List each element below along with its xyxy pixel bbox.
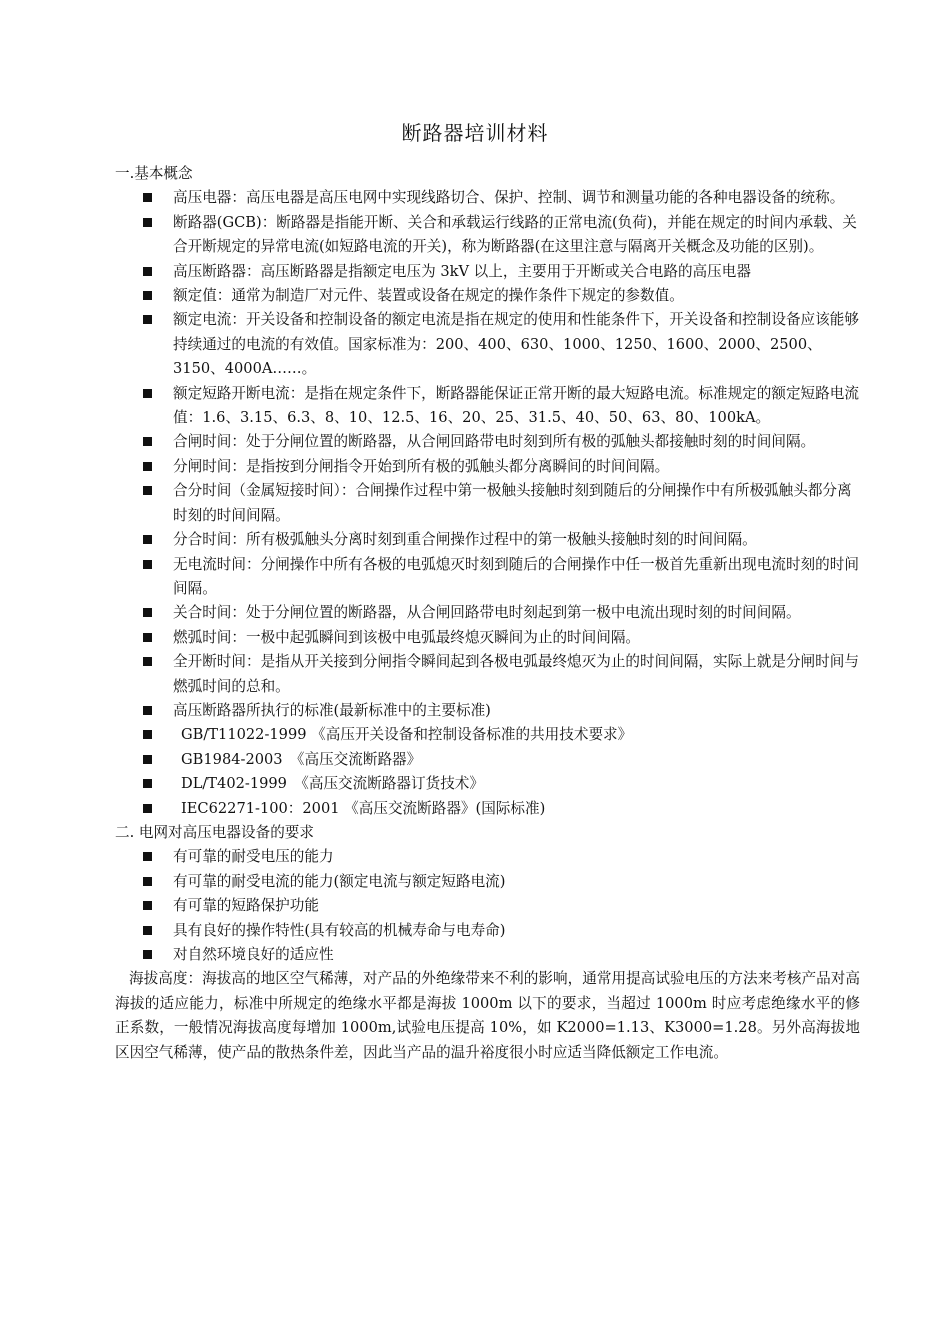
altitude-paragraph: 海拔高度：海拔高的地区空气稀薄，对产品的外绝缘带来不利的影响，通常用提高试验电压的方法来考核产品对高海拔的适应能力，标准中所规定的绝缘水平都是海拔 1000m 以下的要求，当超过 1000m 时应考虑绝缘水平的修正系数，一般情况海拔高度每增加 1000m,试验电压提高 10%，如 K2000=1.13、K3000=1.28。另外高海拔地区因空气稀薄，使产品的散热条件差，因此当产品的温升裕度很小时应适当降低额定工作电流。 — [115, 970, 860, 1061]
square-bullet-icon — [143, 926, 152, 935]
square-bullet-icon — [143, 608, 152, 617]
list-item: 具有良好的操作特性(具有较高的机械寿命与电寿命) — [115, 919, 860, 943]
square-bullet-icon — [143, 535, 152, 544]
list-item: 有可靠的耐受电压的能力 — [115, 845, 860, 869]
list-item: 分合时间：所有极弧触头分离时刻到重合闸操作过程中的第一极触头接触时刻的时间间隔。 — [115, 528, 860, 552]
list-item: 对自然环境良好的适应性 — [115, 943, 860, 967]
list-item: 合分时间（金属短接时间）：合闸操作过程中第一极触头接触时刻到随后的分闸操作中有所极弧触头都分离时刻的时间间隔。 — [115, 479, 860, 528]
list-item: 分闸时间：是指按到分闸指令开始到所有极的弧触头都分离瞬间的时间间隔。 — [115, 455, 860, 479]
square-bullet-icon — [143, 706, 152, 715]
square-bullet-icon — [143, 437, 152, 446]
list-item: 高压电器：高压电器是高压电网中实现线路切合、保护、控制、调节和测量功能的各种电器设备的统称。 — [115, 186, 860, 210]
square-bullet-icon — [143, 633, 152, 642]
square-bullet-icon — [143, 193, 152, 202]
square-bullet-icon — [143, 389, 152, 398]
square-bullet-icon — [143, 852, 152, 861]
square-bullet-icon — [143, 657, 152, 666]
section-heading-grid-requirements: 二. 电网对高压电器设备的要求 — [115, 823, 314, 841]
list-item: 断路器(GCB)：断路器是指能开断、关合和承载运行线路的正常电流(负荷)，并能在规定的时间内承载、关合开断规定的异常电流(如短路电流的开关)，称为断路器(在这里注意与隔离开关概念及功能的区别)。 — [115, 211, 860, 260]
square-bullet-icon — [143, 291, 152, 300]
basic-concepts-list — [115, 186, 860, 821]
document-title: 断路器培训材料 — [401, 121, 549, 145]
square-bullet-icon — [143, 804, 152, 813]
standard-item: GB1984-2003 《高压交流断路器》 — [115, 748, 860, 772]
list-item: 无电流时间：分闸操作中所有各极的电弧熄灭时刻到随后的合闸操作中任一极首先重新出现电流时刻的时间间隔。 — [115, 553, 860, 602]
square-bullet-icon — [143, 779, 152, 788]
list-item: 燃弧时间：一极中起弧瞬间到该极中电弧最终熄灭瞬间为止的时间间隔。 — [115, 626, 860, 650]
list-item: 额定短路开断电流：是指在规定条件下，断路器能保证正常开断的最大短路电流。标准规定的额定短路电流值：1.6、3.15、6.3、8、10、12.5、16、20、25、31.5、40、50、63、80、100kA。 — [115, 382, 860, 431]
document-body — [115, 162, 860, 1065]
square-bullet-icon — [143, 755, 152, 764]
list-item: 高压断路器：高压断路器是指额定电压为 3kV 以上，主要用于开断或关合电路的高压电器 — [115, 260, 860, 284]
square-bullet-icon — [143, 950, 152, 959]
list-item: 有可靠的耐受电流的能力(额定电流与额定短路电流) — [115, 870, 860, 894]
standard-item: DL/T402-1999 《高压交流断路器订货技术》 — [115, 772, 860, 796]
standard-item: GB/T11022-1999 《高压开关设备和控制设备标准的共用技术要求》 — [115, 723, 860, 747]
square-bullet-icon — [143, 267, 152, 276]
list-item: 额定值：通常为制造厂对元件、装置或设备在规定的操作条件下规定的参数值。 — [115, 284, 860, 308]
list-item: 高压断路器所执行的标准(最新标准中的主要标准) — [115, 699, 860, 723]
square-bullet-icon — [143, 560, 152, 569]
section-heading-basic-concepts: 一.基本概念 — [115, 165, 193, 182]
list-item: 全开断时间：是指从开关接到分闸指令瞬间起到各极电弧最终熄灭为止的时间间隔，实际上就是分闸时间与燃弧时间的总和。 — [115, 650, 860, 699]
square-bullet-icon — [143, 462, 152, 471]
square-bullet-icon — [143, 877, 152, 886]
list-item: 合闸时间：处于分闸位置的断路器，从合闸回路带电时刻到所有极的弧触头都接触时刻的时间间隔。 — [115, 430, 860, 454]
square-bullet-icon — [143, 486, 152, 495]
list-item: 关合时间：处于分闸位置的断路器，从合闸回路带电时刻起到第一极中电流出现时刻的时间间隔。 — [115, 601, 860, 625]
grid-requirements-list — [115, 845, 860, 967]
list-item: 额定电流：开关设备和控制设备的额定电流是指在规定的使用和性能条件下，开关设备和控制设备应该能够持续通过的电流的有效值。国家标准为：200、400、630、1000、1250、1600、2000、2500、3150、4000A……。 — [115, 308, 860, 381]
square-bullet-icon — [143, 218, 152, 227]
standard-item: IEC62271-100：2001 《高压交流断路器》(国际标准) — [115, 797, 860, 821]
square-bullet-icon — [143, 901, 152, 910]
square-bullet-icon — [143, 315, 152, 324]
list-item: 有可靠的短路保护功能 — [115, 894, 860, 918]
square-bullet-icon — [143, 730, 152, 739]
